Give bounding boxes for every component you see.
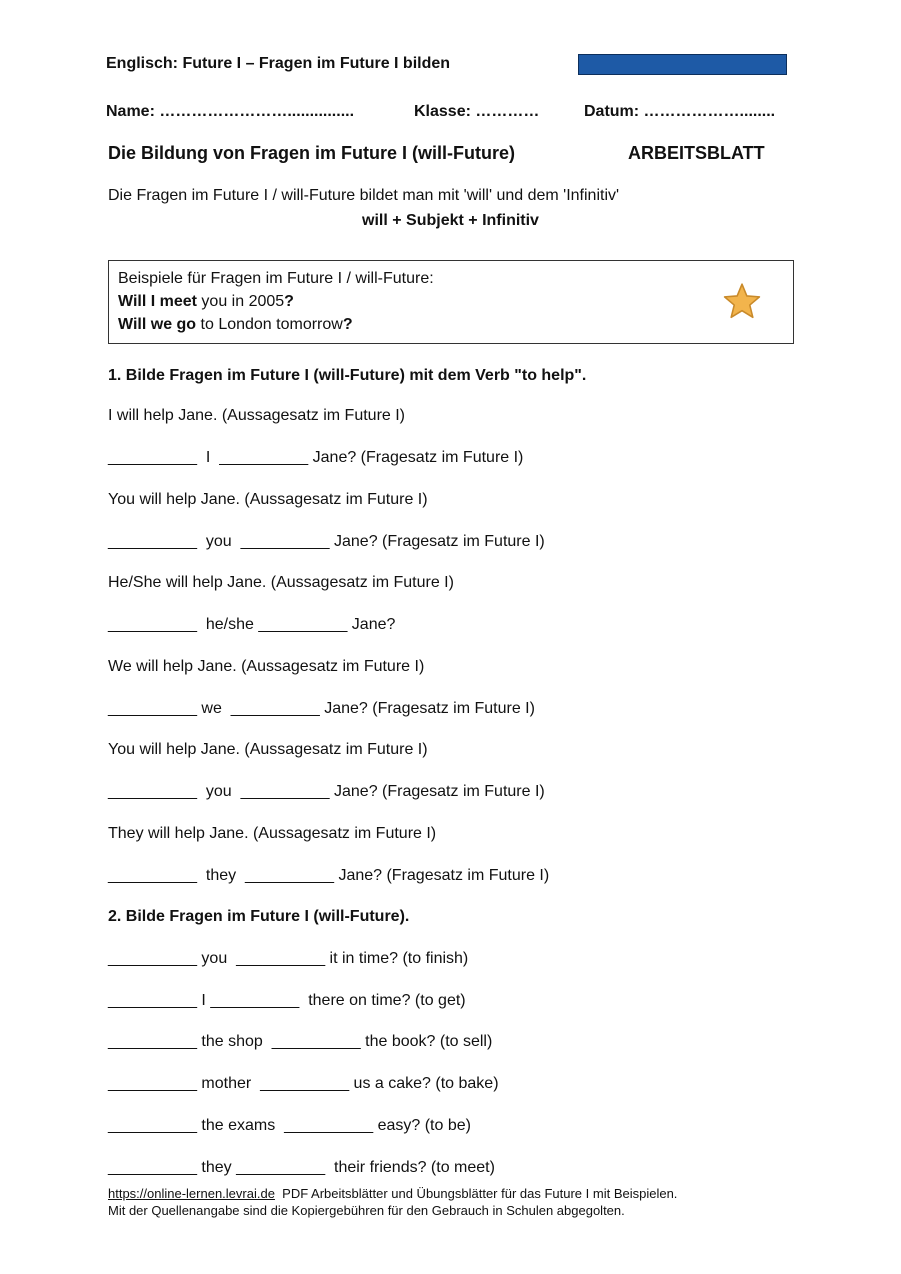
s1-line-9: You will help Jane. (Aussagesatz im Future I) — [108, 741, 428, 758]
s2-line-6: __________ they __________ their friends? (to meet) — [108, 1159, 495, 1176]
example-2-rest: to London tomorrow — [196, 316, 343, 333]
name-field: Name: ……………………............... — [106, 103, 355, 120]
s1-line-11: They will help Jane. (Aussagesatz im Future I) — [108, 825, 437, 842]
s1-line-1: I will help Jane. (Aussagesatz im Future I) — [108, 407, 406, 424]
examples-heading: Beispiele für Fragen im Future I / will-Future: — [118, 270, 434, 287]
example-1-rest: you in 2005 — [196, 293, 285, 310]
levrai-link-box[interactable] — [578, 54, 787, 91]
star-icon — [721, 281, 763, 323]
s2-line-3: __________ the shop __________ the book? (to sell) — [108, 1033, 493, 1050]
example-2-bold: Will we go — [118, 316, 197, 333]
levrai-link[interactable]: https://levrai.de — [627, 74, 747, 91]
example-2-question-mark: ? — [342, 316, 353, 333]
s1-line-8: __________ we __________ Jane? (Fragesatz im Future I) — [108, 700, 535, 717]
example-2 — [118, 316, 353, 334]
document-title: Die Bildung von Fragen im Future I (will-Future) — [108, 143, 515, 163]
s1-line-4: __________ you __________ Jane? (Fragesatz im Future I) — [108, 533, 545, 550]
s2-line-5: __________ the exams __________ easy? (to be) — [108, 1117, 471, 1134]
footer-line-1-rest: PDF Arbeitsblätter und Übungsblätter für das Future I mit Beispielen. — [274, 1186, 678, 1201]
footer-line-1 — [108, 1186, 677, 1201]
s1-line-2: __________ I __________ Jane? (Fragesatz im Future I) — [108, 449, 524, 466]
datum-field: Datum: ………………........ — [584, 103, 776, 120]
s1-line-7: We will help Jane. (Aussagesatz im Future I) — [108, 658, 425, 675]
section-1-heading: 1. Bilde Fragen im Future I (will-Future) mit dem Verb "to help". — [108, 367, 587, 384]
example-1-bold: Will I meet — [118, 293, 197, 310]
document-tag: ARBEITSBLATT — [628, 143, 765, 163]
s2-line-4: __________ mother __________ us a cake? (to bake) — [108, 1075, 499, 1092]
section-2-heading: 2. Bilde Fragen im Future I (will-Future). — [108, 908, 410, 925]
s1-line-3: You will help Jane. (Aussagesatz im Future I) — [108, 491, 428, 508]
footer-line-2: Mit der Quellenangabe sind die Kopiergebühren für den Gebrauch in Schulen abgegolten. — [108, 1203, 625, 1218]
s1-line-6: __________ he/she __________ Jane? — [108, 616, 396, 633]
formula-text: will + Subjekt + Infinitiv — [362, 212, 539, 229]
klasse-field: Klasse: ………… — [414, 103, 540, 120]
s2-line-2: __________ I __________ there on time? (to get) — [108, 992, 466, 1009]
s1-line-5: He/She will help Jane. (Aussagesatz im Future I) — [108, 574, 454, 591]
s1-line-10: __________ you __________ Jane? (Fragesatz im Future I) — [108, 783, 545, 800]
example-1-question-mark: ? — [284, 293, 294, 310]
s1-line-12: __________ they __________ Jane? (Fragesatz im Future I) — [108, 867, 550, 884]
examples-box — [108, 260, 794, 344]
intro-text: Die Fragen im Future I / will-Future bildet man mit 'will' und dem 'Infinitiv' — [108, 187, 620, 204]
footer-link[interactable]: https://online-lernen.levrai.de — [108, 1186, 275, 1201]
example-1 — [118, 293, 294, 311]
worksheet-header-title: Englisch: Future I – Fragen im Future I bilden — [106, 55, 451, 72]
s2-line-1: __________ you __________ it in time? (to finish) — [108, 950, 469, 967]
